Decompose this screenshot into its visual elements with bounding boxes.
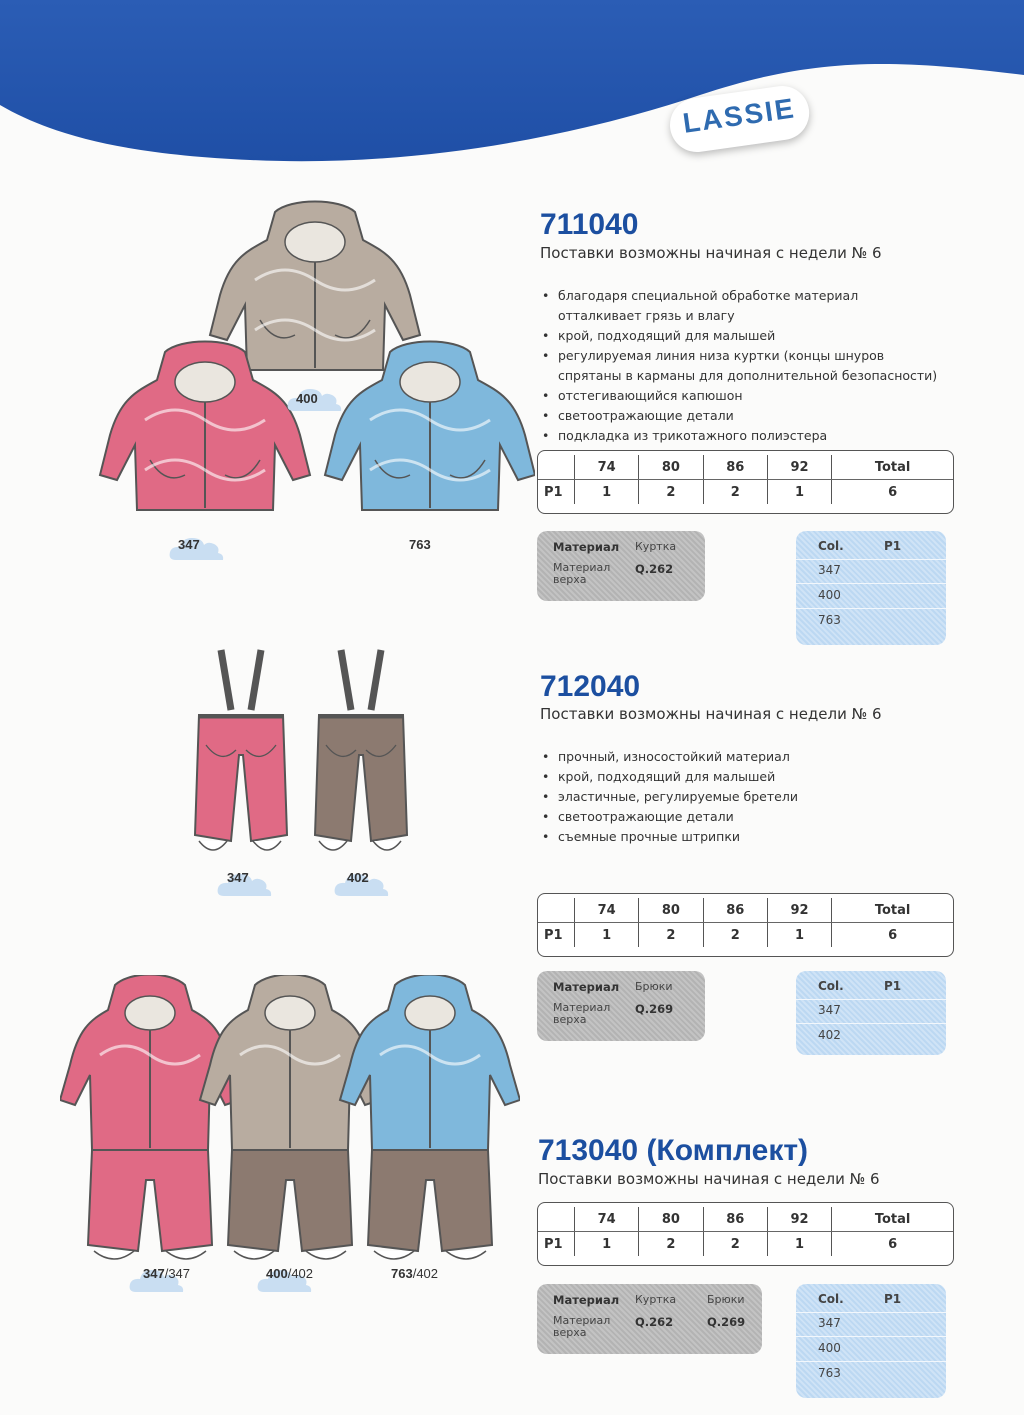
feature-item: • съемные прочные штрипки <box>540 827 945 847</box>
product-code-713040: 713040 (Комплект) <box>538 1134 809 1167</box>
blue-wave-banner <box>0 0 1024 170</box>
set-347 <box>60 975 240 1259</box>
color-box: Col. P1 347 402 <box>796 971 946 1055</box>
color-label-347-347: 347/347 <box>143 1266 191 1281</box>
color-box: Col. P1 347 400 763 <box>796 1284 946 1398</box>
feature-item: • крой, подходящий для малышей <box>540 326 945 346</box>
color-label-400-402: 400/402 <box>266 1266 314 1281</box>
product-code-711040: 711040 <box>540 208 639 241</box>
jacket-400 <box>210 202 420 371</box>
feature-item: • благодаря специальной обработке материал отталкивает грязь и влагу <box>540 286 945 326</box>
feature-item: • светоотражающие детали <box>540 807 945 827</box>
set-763-402 <box>340 975 520 1259</box>
material-box: Материал Куртка Материал верха Q.262 <box>537 531 705 601</box>
set-illustrations <box>60 975 520 1265</box>
size-table: 74 80 86 92 Total P1 1 2 2 1 6 <box>537 893 954 957</box>
feature-list <box>540 286 945 446</box>
material-box: Материал Брюки Материал верха Q.269 <box>537 971 705 1041</box>
set-400-402 <box>200 975 380 1259</box>
feature-item: • прочный, износостойкий материал <box>540 747 945 767</box>
delivery-note: Поставки возможны начиная с недели № 6 <box>540 244 882 262</box>
feature-item: • регулируемая линия низа куртки (концы шнуров спрятаны в карманы для дополнительной безопасности) <box>540 346 945 386</box>
color-label-763-402: 763/402 <box>391 1266 439 1281</box>
color-label-402: 402 <box>347 870 369 885</box>
color-label-763: 763 <box>409 537 431 552</box>
size-table: 74 80 86 92 Total P1 1 2 2 1 6 <box>537 450 954 514</box>
feature-item: • крой, подходящий для малышей <box>540 767 945 787</box>
delivery-note: Поставки возможны начиная с недели № 6 <box>538 1170 880 1188</box>
jacket-illustrations <box>95 190 535 570</box>
color-label-400: 400 <box>296 391 318 406</box>
feature-item: • светоотражающие детали <box>540 406 945 426</box>
feature-item: • отстегивающийся капюшон <box>540 386 945 406</box>
delivery-note: Поставки возможны начиная с недели № 6 <box>540 705 882 723</box>
color-label-347: 347 <box>178 537 200 552</box>
pants-illustrations <box>185 640 415 865</box>
material-box: Материал Куртка Брюки Материал верха Q.262 Q.269 <box>537 1284 762 1354</box>
pants-347 <box>195 650 287 850</box>
size-table: 74 80 86 92 Total P1 1 2 2 1 6 <box>537 1202 954 1266</box>
product-code-712040: 712040 <box>540 670 641 703</box>
pants-402 <box>315 650 407 850</box>
color-box: Col. P1 347 400 763 <box>796 531 946 645</box>
color-label-347: 347 <box>227 870 249 885</box>
lassie-logo: LASSIE <box>667 83 814 162</box>
feature-item: • подкладка из трикотажного полиэстера <box>540 426 945 446</box>
feature-item: • эластичные, регулируемые бретели <box>540 787 945 807</box>
feature-list <box>540 747 945 847</box>
